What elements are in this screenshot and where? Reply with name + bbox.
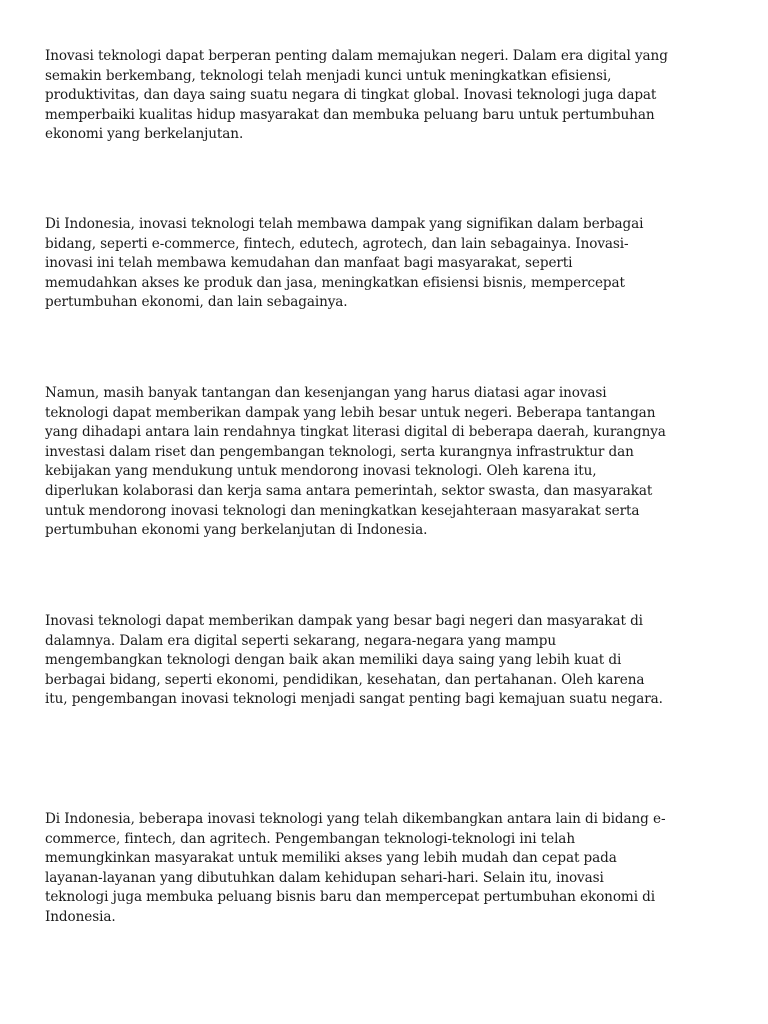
text-line: memudahkan akses ke produk dan jasa, meningkatkan efisiensi bisnis, mempercepat [45,274,625,291]
text-line: pertumbuhan ekonomi, dan lain sebagainya. [45,294,348,311]
text-line: untuk mendorong inovasi teknologi dan meningkatkan kesejahteraan masyarakat serta [45,502,640,519]
paragraph-3 [45,384,723,541]
text-line: kebijakan yang mendukung untuk mendorong inovasi teknologi. Oleh karena itu, [45,463,597,480]
text-line: yang dihadapi antara lain rendahnya tingkat literasi digital di beberapa daerah, kurangnya [45,424,666,441]
text-line: berbagai bidang, seperti ekonomi, pendidikan, kesehatan, dan pertahanan. Oleh karena [45,671,645,688]
paragraph-1 [45,47,723,145]
text-line: Di Indonesia, beberapa inovasi teknologi yang telah dikembangkan antara lain di bidang e- [45,811,666,827]
text-line: commerce, fintech, dan agritech. Pengembangan teknologi-teknologi ini telah [45,830,575,847]
text-line: mengembangkan teknologi dengan baik akan memiliki daya saing yang lebih kuat di [45,652,622,669]
text-line: pertumbuhan ekonomi yang berkelanjutan di Indonesia. [45,522,428,539]
text-line: investasi dalam riset dan pengembangan teknologi, serta kurangnya infrastruktur dan [45,443,634,460]
text-line: Namun, masih banyak tantangan dan kesenjangan yang harus diatasi agar inovasi [45,385,607,401]
text-line: layanan-layanan yang dibutuhkan dalam kehidupan sehari-hari. Selain itu, inovasi [45,869,604,886]
text-line: semakin berkembang, teknologi telah menjadi kunci untuk meningkatkan efisiensi, [45,67,612,84]
text-line: Di Indonesia, inovasi teknologi telah membawa dampak yang signifikan dalam berbagai [45,216,644,232]
text-line: itu, pengembangan inovasi teknologi menjadi sangat penting bagi kemajuan suatu negara. [45,691,663,708]
text-line: produktivitas, dan daya saing suatu negara di tingkat global. Inovasi teknologi juga dapat [45,87,657,104]
paragraph-5 [45,810,723,928]
text-line: memperbaiki kualitas hidup masyarakat dan membuka peluang baru untuk pertumbuhan [45,106,655,123]
text-line: memungkinkan masyarakat untuk memiliki akses yang lebih mudah dan cepat pada [45,850,617,867]
text-line: bidang, seperti e-commerce, fintech, edutech, agrotech, dan lain sebagainya. Inovasi- [45,235,629,252]
text-line: inovasi ini telah membawa kemudahan dan manfaat bagi masyarakat, seperti [45,255,573,272]
paragraph-4 [45,612,723,710]
text-line: diperlukan kolaborasi dan kerja sama antara pemerintah, sektor swasta, dan masyarakat [45,482,653,499]
text-line: Indonesia. [45,908,116,925]
text-line: Inovasi teknologi dapat berperan penting dalam memajukan negeri. Dalam era digital yang [45,48,668,64]
text-line: dalamnya. Dalam era digital seperti sekarang, negara-negara yang mampu [45,632,556,649]
text-line: Inovasi teknologi dapat memberikan dampak yang besar bagi negeri dan masyarakat di [45,613,643,629]
paragraph-2 [45,215,723,313]
text-line: teknologi juga membuka peluang bisnis baru dan mempercepat pertumbuhan ekonomi di [45,889,656,906]
text-line: teknologi dapat memberikan dampak yang lebih besar untuk negeri. Beberapa tantangan [45,404,656,421]
text-line: ekonomi yang berkelanjutan. [45,126,244,143]
